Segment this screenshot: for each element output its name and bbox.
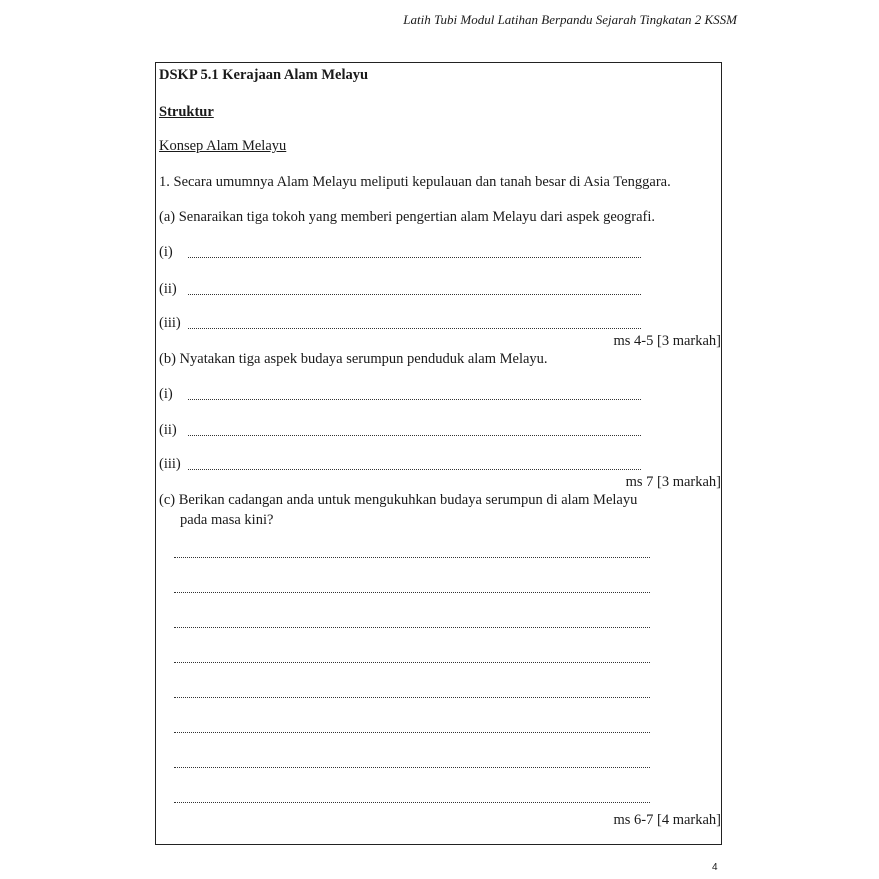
answer-label: (ii): [159, 422, 177, 438]
answer-line[interactable]: [174, 802, 650, 803]
marks-label: ms 4-5 [3 markah]: [613, 333, 721, 349]
answer-label: (i): [159, 386, 173, 402]
answer-line[interactable]: [174, 627, 650, 628]
answer-label: (iii): [159, 456, 181, 472]
answer-label: (i): [159, 244, 173, 260]
answer-line[interactable]: [174, 767, 650, 768]
concept-title: Konsep Alam Melayu: [159, 138, 287, 154]
answer-line[interactable]: [174, 592, 650, 593]
marks-label: ms 6-7 [4 markah]: [613, 812, 721, 828]
answer-line[interactable]: [174, 732, 650, 733]
dskp-title: DSKP 5.1 Kerajaan Alam Melayu: [159, 67, 369, 83]
answer-line[interactable]: [188, 257, 641, 258]
marks-label: ms 7 [3 markah]: [625, 474, 721, 490]
answer-label: (ii): [159, 281, 177, 297]
answer-line[interactable]: [174, 662, 650, 663]
answer-line[interactable]: [174, 557, 650, 558]
answer-line[interactable]: [188, 294, 641, 295]
question-stem: 1. Secara umumnya Alam Melayu meliputi kepulauan dan tanah besar di Asia Tenggara.: [159, 174, 671, 190]
worksheet-box: [155, 62, 722, 845]
question-a-text: (a) Senaraikan tiga tokoh yang memberi pengertian alam Melayu dari aspek geografi.: [159, 209, 656, 225]
question-c-text: (c) Berikan cadangan anda untuk mengukuhkan budaya serumpun di alam Melayu: [159, 492, 638, 508]
answer-label: (iii): [159, 315, 181, 331]
answer-line[interactable]: [188, 435, 641, 436]
running-header: Latih Tubi Modul Latihan Berpandu Sejarah Tingkatan 2 KSSM: [403, 12, 737, 27]
answer-line[interactable]: [174, 697, 650, 698]
answer-line[interactable]: [188, 399, 641, 400]
answer-line[interactable]: [188, 469, 641, 470]
section-title: Struktur: [159, 104, 214, 120]
question-c-text-cont: pada masa kini?: [180, 512, 274, 528]
question-b-text: (b) Nyatakan tiga aspek budaya serumpun penduduk alam Melayu.: [159, 351, 548, 367]
answer-line[interactable]: [188, 328, 641, 329]
page-number: 4: [712, 862, 718, 873]
